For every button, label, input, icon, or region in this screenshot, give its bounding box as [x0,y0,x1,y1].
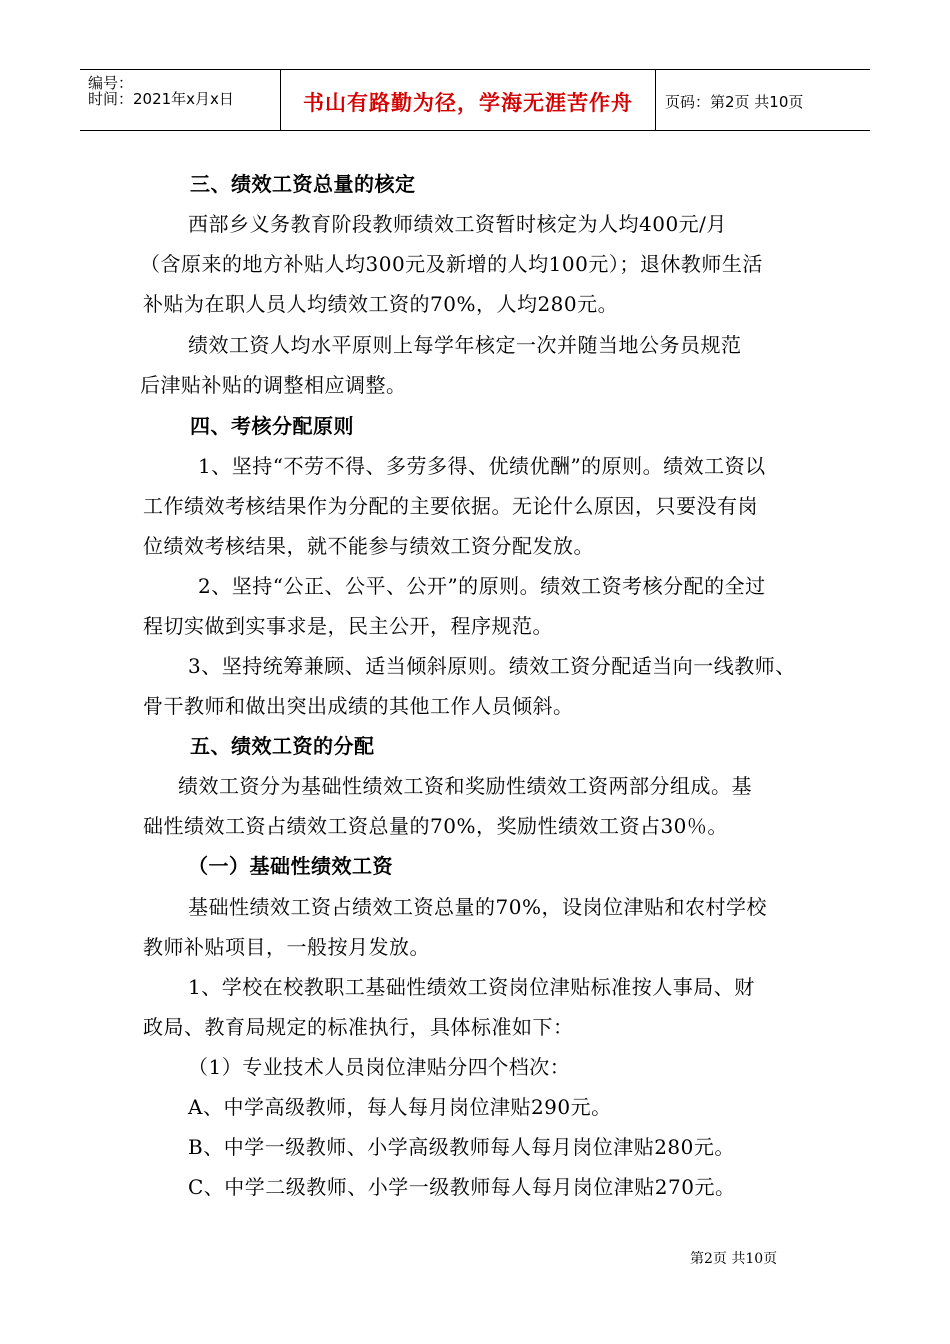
paragraph-line: 后津贴补贴的调整相应调整。 [140,373,407,397]
header-page-number: 页码：第2页 共10页 [665,93,804,111]
paragraph-line: 基础性绩效工资占绩效工资总量的70%，设岗位津贴和农村学校 [188,895,767,919]
header-motto: 书山有路勤为径，学海无涯苦作舟 [303,91,633,115]
paragraph-line: 绩效工资人均水平原则上每学年核定一次并随当地公务员规范 [188,333,742,357]
page-header [80,69,870,131]
list-item: B、中学一级教师、小学高级教师每人每月岗位津贴280元。 [188,1135,735,1159]
section-heading: 四、考核分配原则 [190,414,354,438]
paragraph-line: 补贴为在职人员人均绩效工资的70%，人均280元。 [143,292,619,316]
paragraph-line: 绩效工资分为基础性绩效工资和奖励性绩效工资两部分组成。基 [178,774,752,798]
paragraph-line: 西部乡义务教育阶段教师绩效工资暂时核定为人均400元/月 [188,212,727,236]
document-number: 编号： [88,74,134,92]
paragraph-line: （1）专业技术人员岗位津贴分四个档次： [188,1055,571,1079]
header-page-cell [655,70,870,130]
subsection-heading: （一）基础性绩效工资 [188,854,393,878]
paragraph-line: 3、坚持统筹兼顾、适当倾斜原则。绩效工资分配适当向一线教师、 [188,654,796,678]
paragraph-line: 础性绩效工资占绩效工资总量的70%，奖励性绩效工资占30％。 [143,814,728,838]
paragraph-line: 程切实做到实事求是，民主公开，程序规范。 [143,614,553,638]
section-heading: 五、绩效工资的分配 [190,734,375,758]
header-left-cell [80,70,280,130]
paragraph-line: 骨干教师和做出突出成绩的其他工作人员倾斜。 [143,694,574,718]
paragraph-line: 政局、教育局规定的标准执行，具体标准如下： [143,1015,574,1039]
footer-page-number: 第2页 共10页 [690,1251,778,1267]
paragraph-line: 教师补贴项目，一般按月发放。 [143,935,430,959]
paragraph-line: （含原来的地方补贴人均300元及新增的人均100元）；退休教师生活 [140,252,763,276]
list-item: C、中学二级教师、小学一级教师每人每月岗位津贴270元。 [188,1175,736,1199]
list-item: A、中学高级教师，每人每月岗位津贴290元。 [188,1095,612,1119]
paragraph-line: 1、坚持“不劳不得、多劳多得、优绩优酬”的原则。绩效工资以 [198,454,766,478]
paragraph-line: 位绩效考核结果，就不能参与绩效工资分配发放。 [143,534,594,558]
document-date: 时间：2021年x月x日 [88,90,234,108]
header-motto-cell [280,70,656,130]
paragraph-line: 2、坚持“公正、公平、公开”的原则。绩效工资考核分配的全过 [198,574,766,598]
section-heading: 三、绩效工资总量的核定 [190,172,416,196]
paragraph-line: 1、学校在校教职工基础性绩效工资岗位津贴标准按人事局、财 [188,975,755,999]
paragraph-line: 工作绩效考核结果作为分配的主要依据。无论什么原因，只要没有岗 [143,494,758,518]
